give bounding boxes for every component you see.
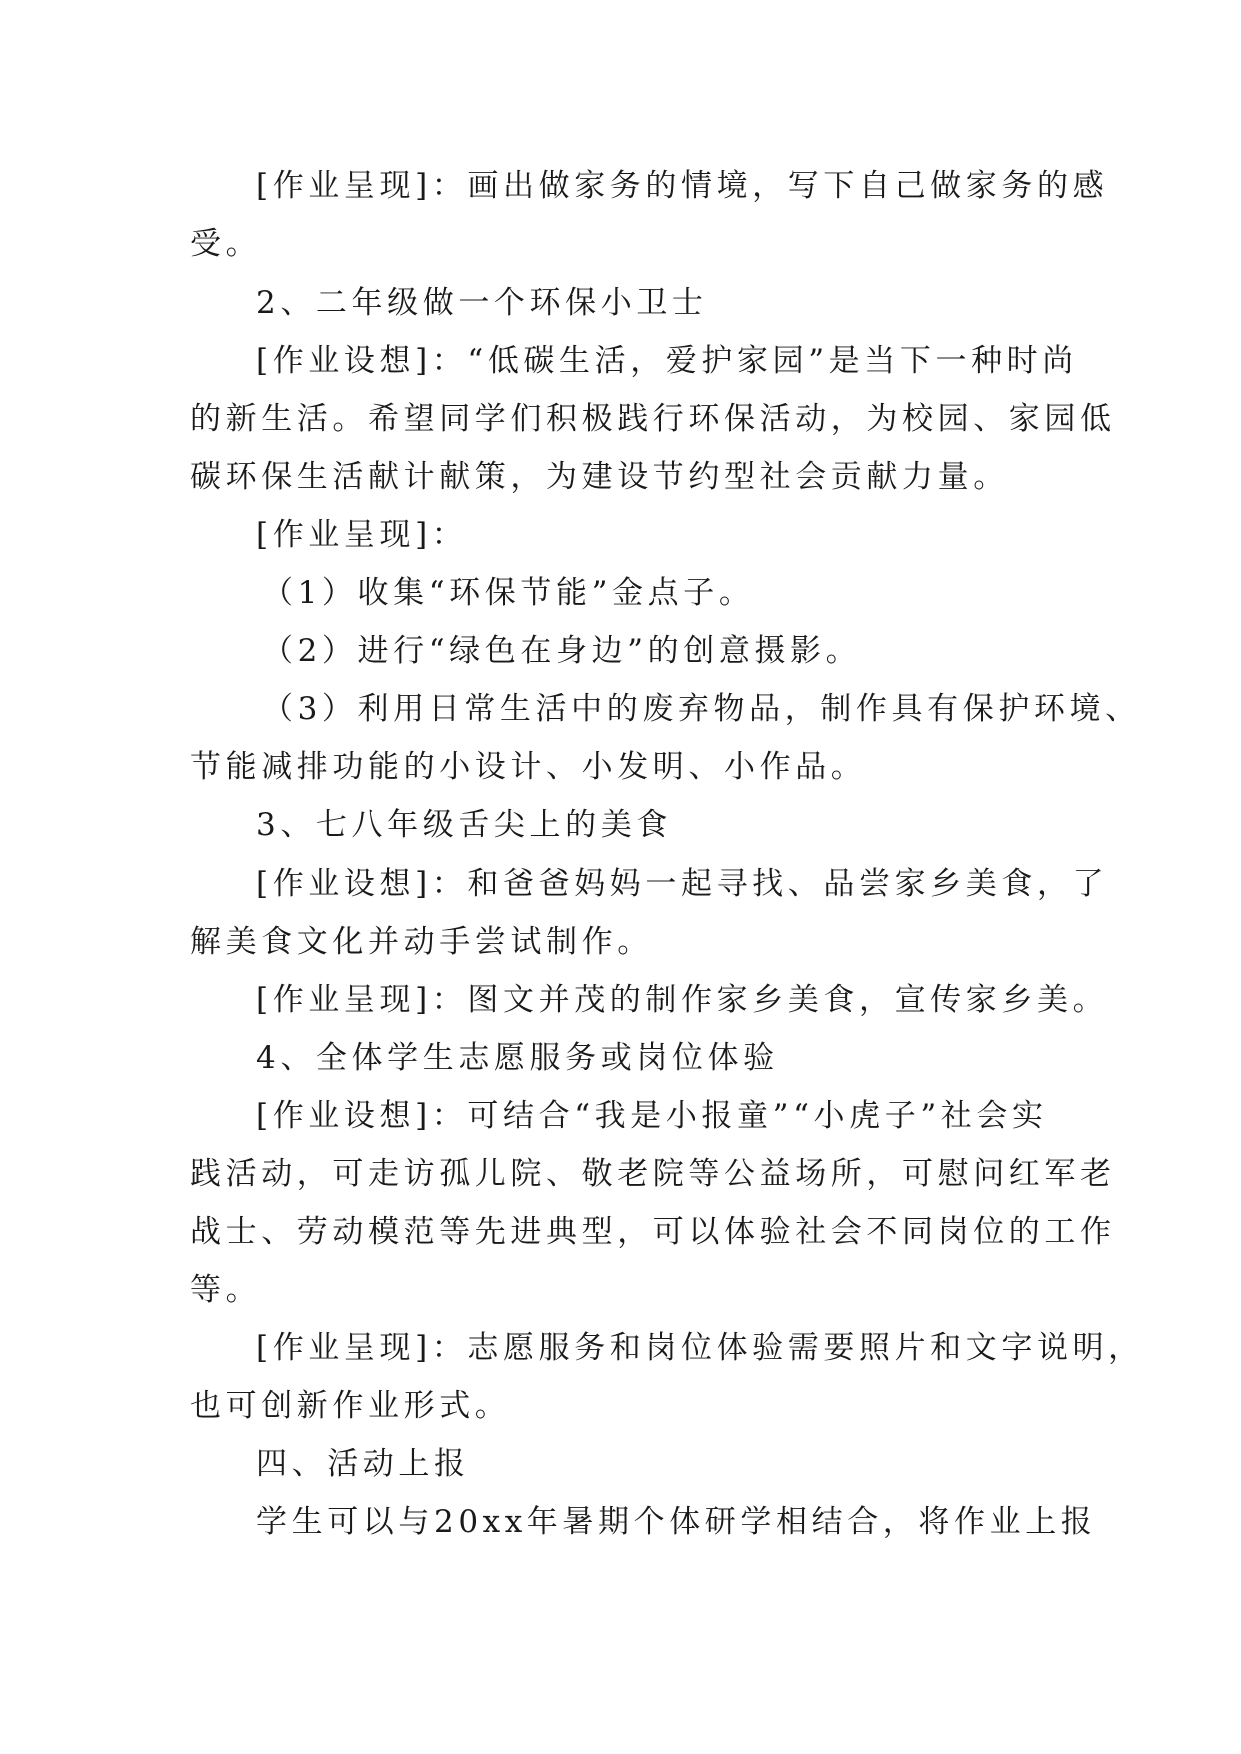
list-item: （3）利用日常生活中的废弃物品，制作具有保护环境、 xyxy=(262,691,1141,727)
paragraph-line: 受。 xyxy=(190,226,262,262)
section-heading: 2、二年级做一个环保小卫士 xyxy=(256,285,708,321)
paragraph-line: 的新生活。希望同学们积极践行环保活动，为校园、家园低 xyxy=(190,401,1116,437)
paragraph-line: 践活动，可走访孤儿院、敬老院等公益场所，可慰问红军老 xyxy=(190,1156,1116,1192)
section-heading: 四、活动上报 xyxy=(256,1446,470,1482)
paragraph-line: 解美食文化并动手尝试制作。 xyxy=(190,924,653,960)
paragraph-line: 学生可以与20xx年暑期个体研学相结合，将作业上报 xyxy=(256,1504,1097,1540)
paragraph-line: 战士、劳动模范等先进典型，可以体验社会不同岗位的工作 xyxy=(190,1214,1116,1250)
paragraph-line: [作业呈现]：志愿服务和岗位体验需要照片和文字说明， xyxy=(256,1330,1144,1366)
paragraph-line: [作业呈现]： xyxy=(256,517,468,553)
paragraph-line: [作业设想]：和爸爸妈妈一起寻找、品尝家乡美食，了 xyxy=(256,866,1109,902)
section-heading: 4、全体学生志愿服务或岗位体验 xyxy=(256,1040,779,1076)
paragraph-line: 也可创新作业形式。 xyxy=(190,1388,511,1424)
paragraph-line: [作业呈现]：图文并茂的制作家乡美食，宣传家乡美。 xyxy=(256,982,1109,1018)
section-heading: 3、七八年级舌尖上的美食 xyxy=(256,807,672,843)
list-item: （1）收集“环保节能”金点子。 xyxy=(262,575,755,611)
paragraph-line: [作业设想]：“低碳生活，爱护家园”是当下一种时尚 xyxy=(256,343,1078,379)
list-item: （2）进行“绿色在身边”的创意摄影。 xyxy=(262,633,862,669)
paragraph-line: 碳环保生活献计献策，为建设节约型社会贡献力量。 xyxy=(190,459,1009,495)
paragraph-line: [作业设想]：可结合“我是小报童”“小虎子”社会实 xyxy=(256,1098,1048,1134)
paragraph-line: [作业呈现]：画出做家务的情境，写下自己做家务的感 xyxy=(256,168,1109,204)
paragraph-line: 等。 xyxy=(190,1272,262,1308)
paragraph-line: 节能减排功能的小设计、小发明、小作品。 xyxy=(190,749,867,785)
